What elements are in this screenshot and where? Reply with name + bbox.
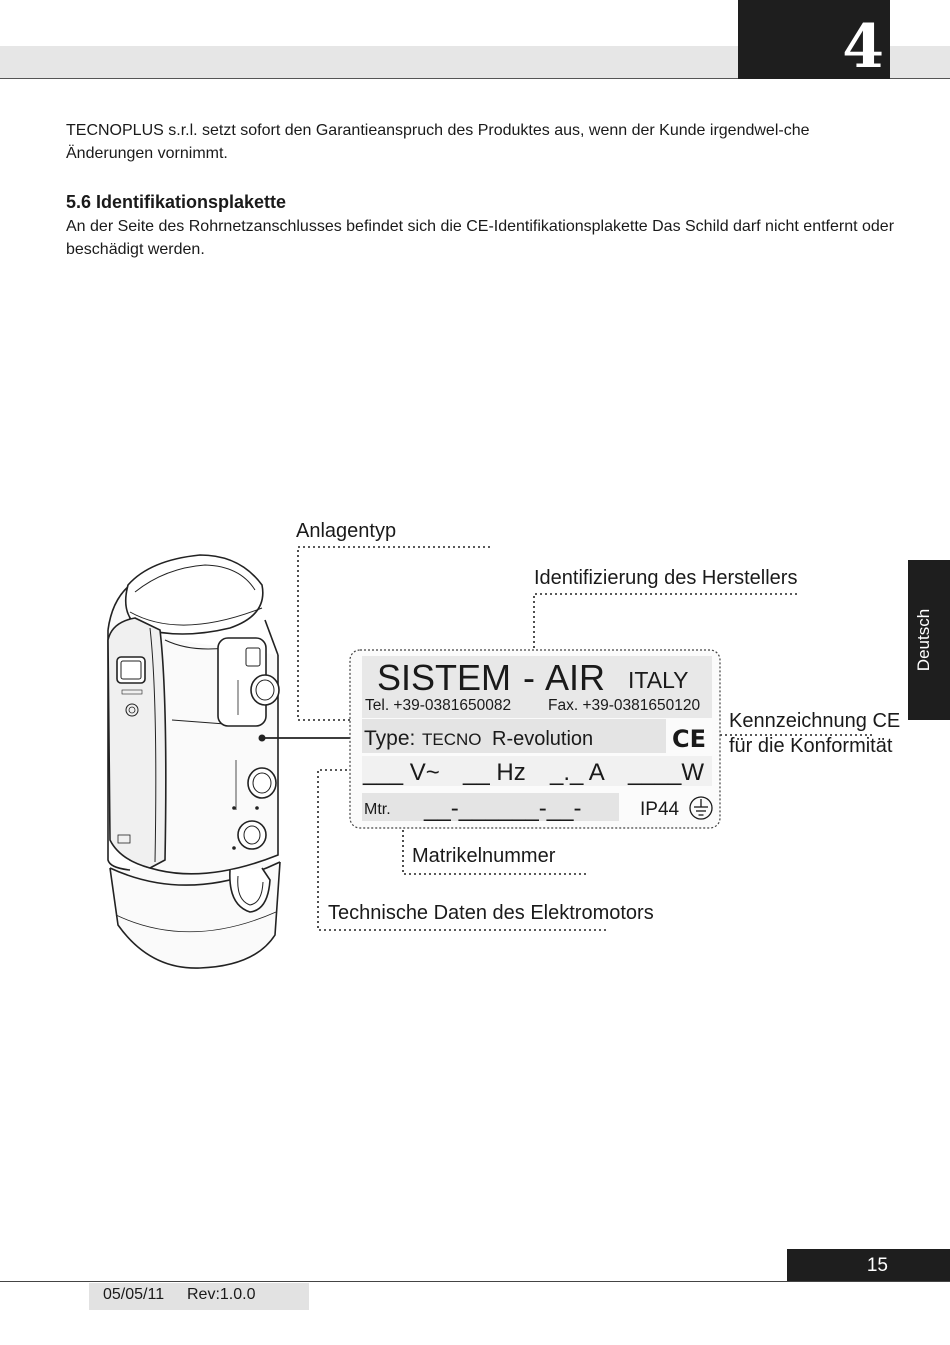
warranty-paragraph: TECNOPLUS s.r.l. setzt sofort den Garantieanspruch des Produktes aus, wenn der Kunde irgendwel-che Änderungen vornimmt. (66, 122, 810, 162)
section-heading: 5.6 Identifikationsplakette (66, 192, 287, 212)
label-konformitaet: für die Konformität (729, 735, 893, 757)
plate-ip-rating: IP44 (640, 799, 680, 820)
footer-line (0, 1281, 950, 1282)
plate-mtr-label: Mtr. (364, 801, 391, 818)
plate-description-paragraph: An der Seite des Rohrnetzanschlusses befindet sich die CE-Identifikationsplakette Das Schild darf nicht entfernt oder beschädigt werden. (66, 218, 895, 258)
label-matrikelnummer: Matrikelnummer (412, 845, 556, 867)
plate-watt: ____W (628, 759, 705, 786)
vacuum-unit-illustration (108, 555, 280, 968)
plate-type-label: Type: (364, 727, 416, 750)
plate-tel: Tel. +39-0381650082 (365, 697, 512, 714)
label-hersteller: Identifizierung des Herstellers (534, 567, 798, 589)
plate-pointer-dot (259, 735, 266, 742)
label-anlagentyp: Anlagentyp (296, 520, 397, 542)
label-technische-daten: Technische Daten des Elektromotors (328, 902, 654, 924)
chapter-number: 4 (842, 12, 884, 82)
plate-volt: ___ V~ (363, 759, 440, 786)
plate-type-model: TECNO (422, 730, 482, 749)
plate-fax: Fax. +39-0381650120 (548, 697, 701, 714)
footer-revision: Rev:1.0.0 (187, 1286, 256, 1303)
plate-amp: _._ A (550, 759, 605, 786)
plate-brand-dash: - (523, 657, 535, 698)
plate-brand-left: SISTEM (377, 657, 512, 698)
footer-revision-box (89, 1283, 309, 1310)
plate-hz: __ Hz (463, 759, 526, 786)
language-label: Deutsch (914, 608, 933, 672)
plate-type-suffix: R-evolution (492, 728, 594, 750)
plate-ce-mark: CE (672, 725, 707, 753)
page-number-box (787, 1249, 950, 1281)
plate-mtr-value: __-______-__- (424, 795, 582, 822)
plate-brand-right: AIR (545, 657, 606, 698)
footer-date: 05/05/11 (103, 1286, 165, 1303)
identification-plate (350, 650, 720, 828)
plate-country: ITALY (628, 667, 689, 693)
page-number: 15 (866, 1255, 888, 1276)
label-kennzeichnung-ce: Kennzeichnung CE (729, 710, 901, 732)
